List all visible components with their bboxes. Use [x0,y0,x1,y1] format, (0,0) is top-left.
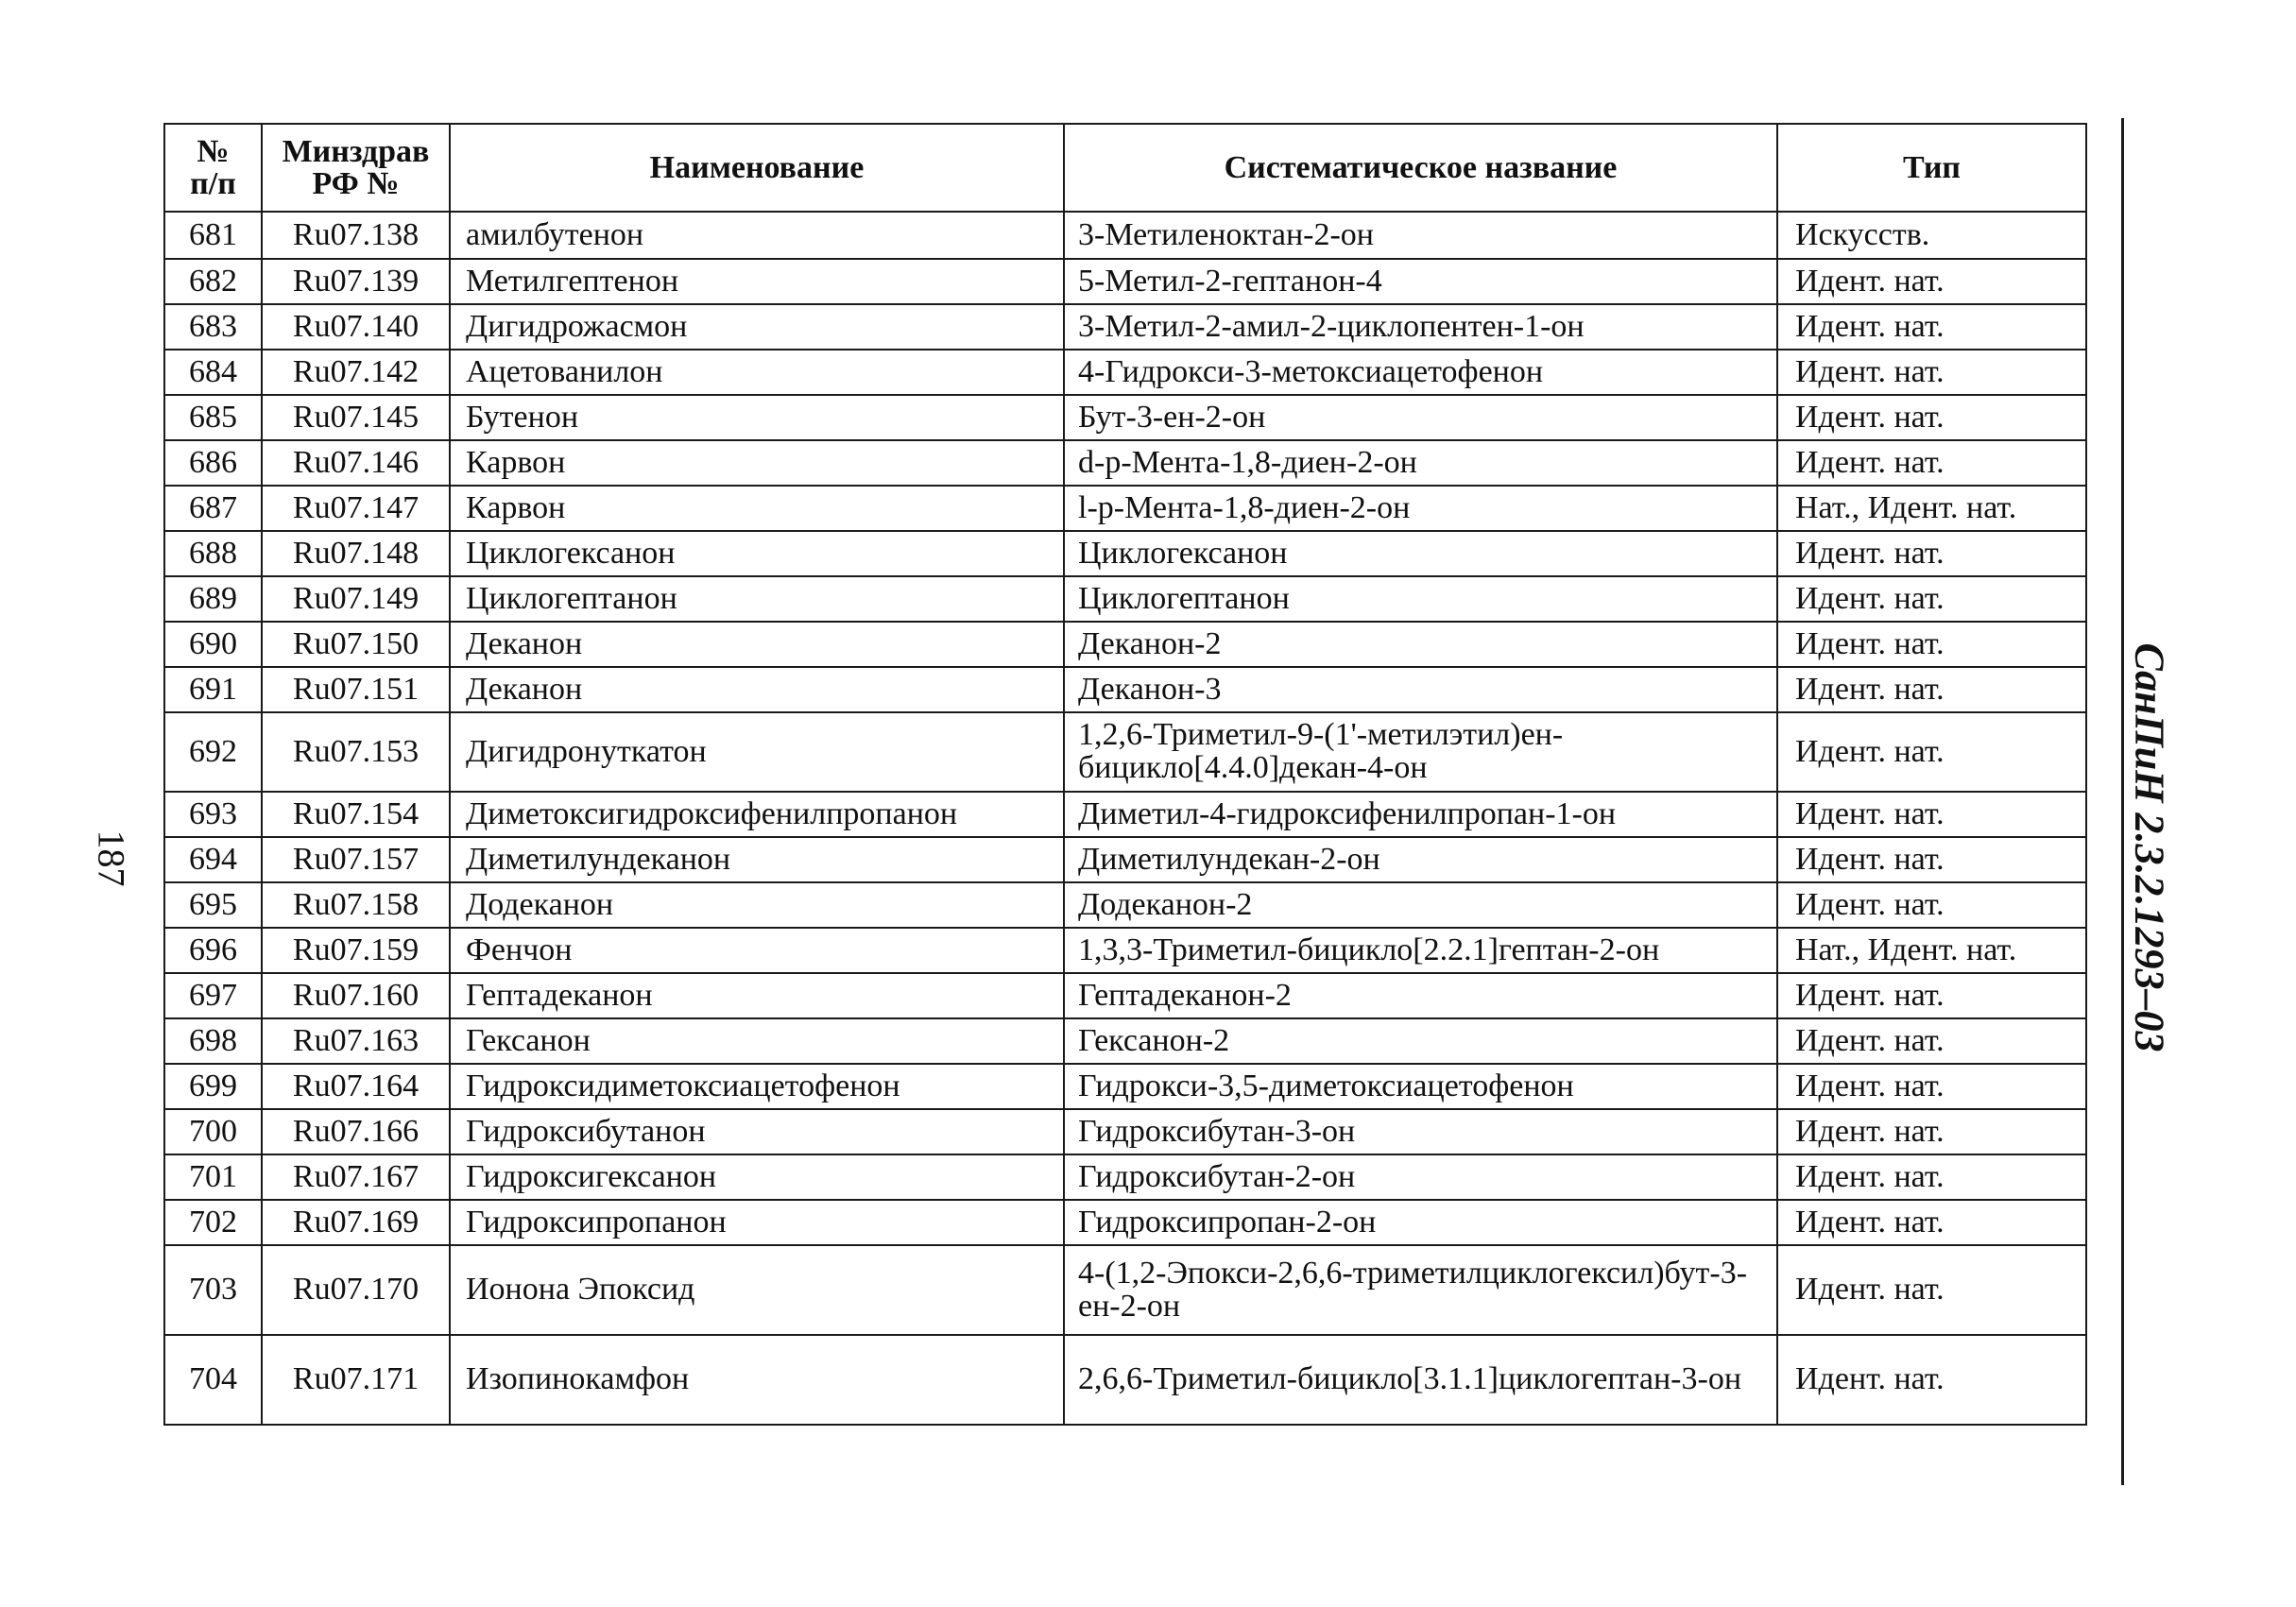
name-cell: Карвон [450,440,1064,486]
row-number-cell: 687 [164,486,262,531]
systematic-name-cell: Гидрокси-3,5-диметоксиацетофенон [1064,1064,1777,1109]
type-cell: Идент. нат. [1777,440,2086,486]
ministry-code-cell: Ru07.150 [262,622,450,667]
name-cell: Ионона Эпоксид [450,1245,1064,1335]
type-cell: Идент. нат. [1777,576,2086,622]
systematic-name-cell: 3-Метиленоктан-2-он [1064,212,1777,259]
table-row [164,350,2086,395]
ministry-code-cell: Ru07.151 [262,667,450,712]
row-number-cell: 690 [164,622,262,667]
row-number-cell: 685 [164,395,262,440]
type-cell: Идент. нат. [1777,792,2086,837]
table-row [164,1200,2086,1245]
header-row [164,124,2086,212]
name-cell: Диметоксигидроксифенилпропанон [450,792,1064,837]
ministry-code-cell: Ru07.154 [262,792,450,837]
row-number-cell: 681 [164,212,262,259]
type-cell: Идент. нат. [1777,1018,2086,1064]
name-cell: Метилгептенон [450,259,1064,304]
row-number-cell: 689 [164,576,262,622]
ministry-code-cell: Ru07.160 [262,973,450,1018]
name-cell: Гидроксипропанон [450,1200,1064,1245]
name-cell: Циклогексанон [450,531,1064,576]
type-cell: Идент. нат. [1777,259,2086,304]
type-cell: Идент. нат. [1777,350,2086,395]
header-code-line1: Минздрав [282,133,430,169]
name-cell: Дигидрожасмон [450,304,1064,350]
table-row [164,395,2086,440]
name-cell: Диметилундеканон [450,837,1064,882]
systematic-name-cell: Додеканон-2 [1064,882,1777,928]
table-row [164,531,2086,576]
ministry-code-cell: Ru07.148 [262,531,450,576]
table-row [164,973,2086,1018]
systematic-name-cell: Диметилундекан-2-он [1064,837,1777,882]
table-row [164,792,2086,837]
ministry-code-cell: Ru07.169 [262,1200,450,1245]
type-cell: Идент. нат. [1777,1154,2086,1200]
type-cell: Нат., Идент. нат. [1777,486,2086,531]
header-code-line2: РФ № [312,165,400,201]
header-ministry-code [262,124,450,212]
systematic-name-cell: l-p-Мента-1,8-диен-2-он [1064,486,1777,531]
systematic-name-cell: 4-(1,2-Эпокси-2,6,6-триметилциклогексил)бут-3-ен-2-он [1064,1245,1777,1335]
systematic-name-cell: Циклогептанон [1064,576,1777,622]
ministry-code-cell: Ru07.157 [262,837,450,882]
name-cell: Гидроксибутанон [450,1109,1064,1154]
type-cell: Идент. нат. [1777,1109,2086,1154]
row-number-cell: 691 [164,667,262,712]
type-cell: Идент. нат. [1777,1064,2086,1109]
table-row [164,486,2086,531]
table-row [164,837,2086,882]
row-number-cell: 683 [164,304,262,350]
table-row [164,259,2086,304]
systematic-name-cell: Гептадеканон-2 [1064,973,1777,1018]
table-row [164,1064,2086,1109]
header-number-line2: п/п [190,165,236,201]
row-number-cell: 697 [164,973,262,1018]
systematic-name-cell: Циклогексанон [1064,531,1777,576]
ministry-code-cell: Ru07.149 [262,576,450,622]
name-cell: Деканон [450,622,1064,667]
page-number: 187 [90,829,133,887]
table-row [164,440,2086,486]
row-number-cell: 695 [164,882,262,928]
table-row [164,1018,2086,1064]
row-number-cell: 699 [164,1064,262,1109]
systematic-name-cell: Гидроксибутан-2-он [1064,1154,1777,1200]
type-cell: Идент. нат. [1777,531,2086,576]
systematic-name-cell: 5-Метил-2-гептанон-4 [1064,259,1777,304]
row-number-cell: 696 [164,928,262,973]
systematic-name-cell: d-p-Мента-1,8-диен-2-он [1064,440,1777,486]
ministry-code-cell: Ru07.138 [262,212,450,259]
header-number-line1: № [197,133,230,169]
systematic-name-cell: 1,2,6-Триметил-9-(1'-метилэтил)ен-бицикло[4.4.0]декан-4-он [1064,712,1777,792]
systematic-name-cell: 4-Гидрокси-3-метоксиацетофенон [1064,350,1777,395]
table-row [164,928,2086,973]
row-number-cell: 701 [164,1154,262,1200]
type-cell: Идент. нат. [1777,304,2086,350]
row-number-cell: 702 [164,1200,262,1245]
ministry-code-cell: Ru07.158 [262,882,450,928]
systematic-name-cell: 1,3,3-Триметил-бицикло[2.2.1]гептан-2-он [1064,928,1777,973]
row-number-cell: 682 [164,259,262,304]
row-number-cell: 692 [164,712,262,792]
systematic-name-cell: Бут-3-ен-2-он [1064,395,1777,440]
row-number-cell: 693 [164,792,262,837]
ministry-code-cell: Ru07.166 [262,1109,450,1154]
row-number-cell: 694 [164,837,262,882]
systematic-name-cell: Деканон-2 [1064,622,1777,667]
name-cell: Бутенон [450,395,1064,440]
name-cell: Циклогептанон [450,576,1064,622]
systematic-name-cell: Деканон-3 [1064,667,1777,712]
table-row [164,1245,2086,1335]
ministry-code-cell: Ru07.164 [262,1064,450,1109]
table-row [164,712,2086,792]
name-cell: Изопинокамфон [450,1335,1064,1425]
header-number [164,124,262,212]
ministry-code-cell: Ru07.153 [262,712,450,792]
name-cell: Гексанон [450,1018,1064,1064]
running-title: СанПиН 2.3.2.1293–03 [2126,642,2173,1052]
ministry-code-cell: Ru07.159 [262,928,450,973]
table-row [164,304,2086,350]
type-cell: Идент. нат. [1777,882,2086,928]
name-cell: Карвон [450,486,1064,531]
header-type: Тип [1777,124,2086,212]
systematic-name-cell: Гидроксипропан-2-он [1064,1200,1777,1245]
systematic-name-cell: 3-Метил-2-амил-2-циклопентен-1-он [1064,304,1777,350]
row-number-cell: 688 [164,531,262,576]
table-row [164,576,2086,622]
row-number-cell: 700 [164,1109,262,1154]
type-cell: Искусств. [1777,212,2086,259]
name-cell: Деканон [450,667,1064,712]
table-row [164,1154,2086,1200]
row-number-cell: 686 [164,440,262,486]
ministry-code-cell: Ru07.146 [262,440,450,486]
type-cell: Идент. нат. [1777,712,2086,792]
ministry-code-cell: Ru07.139 [262,259,450,304]
name-cell: Гидроксидиметоксиацетофенон [450,1064,1064,1109]
table-row [164,1109,2086,1154]
header-name: Наименование [450,124,1064,212]
type-cell: Идент. нат. [1777,1200,2086,1245]
name-cell: Фенчон [450,928,1064,973]
systematic-name-cell: Диметил-4-гидроксифенилпропан-1-он [1064,792,1777,837]
type-cell: Идент. нат. [1777,395,2086,440]
row-number-cell: 703 [164,1245,262,1335]
table-row [164,212,2086,259]
systematic-name-cell: 2,6,6-Триметил-бицикло[3.1.1]циклогептан-3-он [1064,1335,1777,1425]
ministry-code-cell: Ru07.171 [262,1335,450,1425]
margin-rule [2121,118,2124,1485]
ministry-code-cell: Ru07.167 [262,1154,450,1200]
ministry-code-cell: Ru07.163 [262,1018,450,1064]
type-cell: Нат., Идент. нат. [1777,928,2086,973]
type-cell: Идент. нат. [1777,667,2086,712]
systematic-name-cell: Гидроксибутан-3-он [1064,1109,1777,1154]
table-header [164,124,2086,212]
table-row [164,1335,2086,1425]
name-cell: Дигидронуткатон [450,712,1064,792]
systematic-name-cell: Гексанон-2 [1064,1018,1777,1064]
ministry-code-cell: Ru07.140 [262,304,450,350]
header-systematic-name: Систематическое название [1064,124,1777,212]
flavoring-substances-table [163,123,2087,1426]
ministry-code-cell: Ru07.145 [262,395,450,440]
type-cell: Идент. нат. [1777,837,2086,882]
type-cell: Идент. нат. [1777,622,2086,667]
table-body [164,212,2086,1425]
type-cell: Идент. нат. [1777,1335,2086,1425]
table-row [164,667,2086,712]
type-cell: Идент. нат. [1777,973,2086,1018]
row-number-cell: 698 [164,1018,262,1064]
table-row [164,882,2086,928]
row-number-cell: 704 [164,1335,262,1425]
name-cell: Гидроксигексанон [450,1154,1064,1200]
name-cell: Ацетованилон [450,350,1064,395]
name-cell: Додеканон [450,882,1064,928]
name-cell: амилбутенон [450,212,1064,259]
ministry-code-cell: Ru07.147 [262,486,450,531]
name-cell: Гептадеканон [450,973,1064,1018]
ministry-code-cell: Ru07.170 [262,1245,450,1335]
table-row [164,622,2086,667]
type-cell: Идент. нат. [1777,1245,2086,1335]
ministry-code-cell: Ru07.142 [262,350,450,395]
row-number-cell: 684 [164,350,262,395]
